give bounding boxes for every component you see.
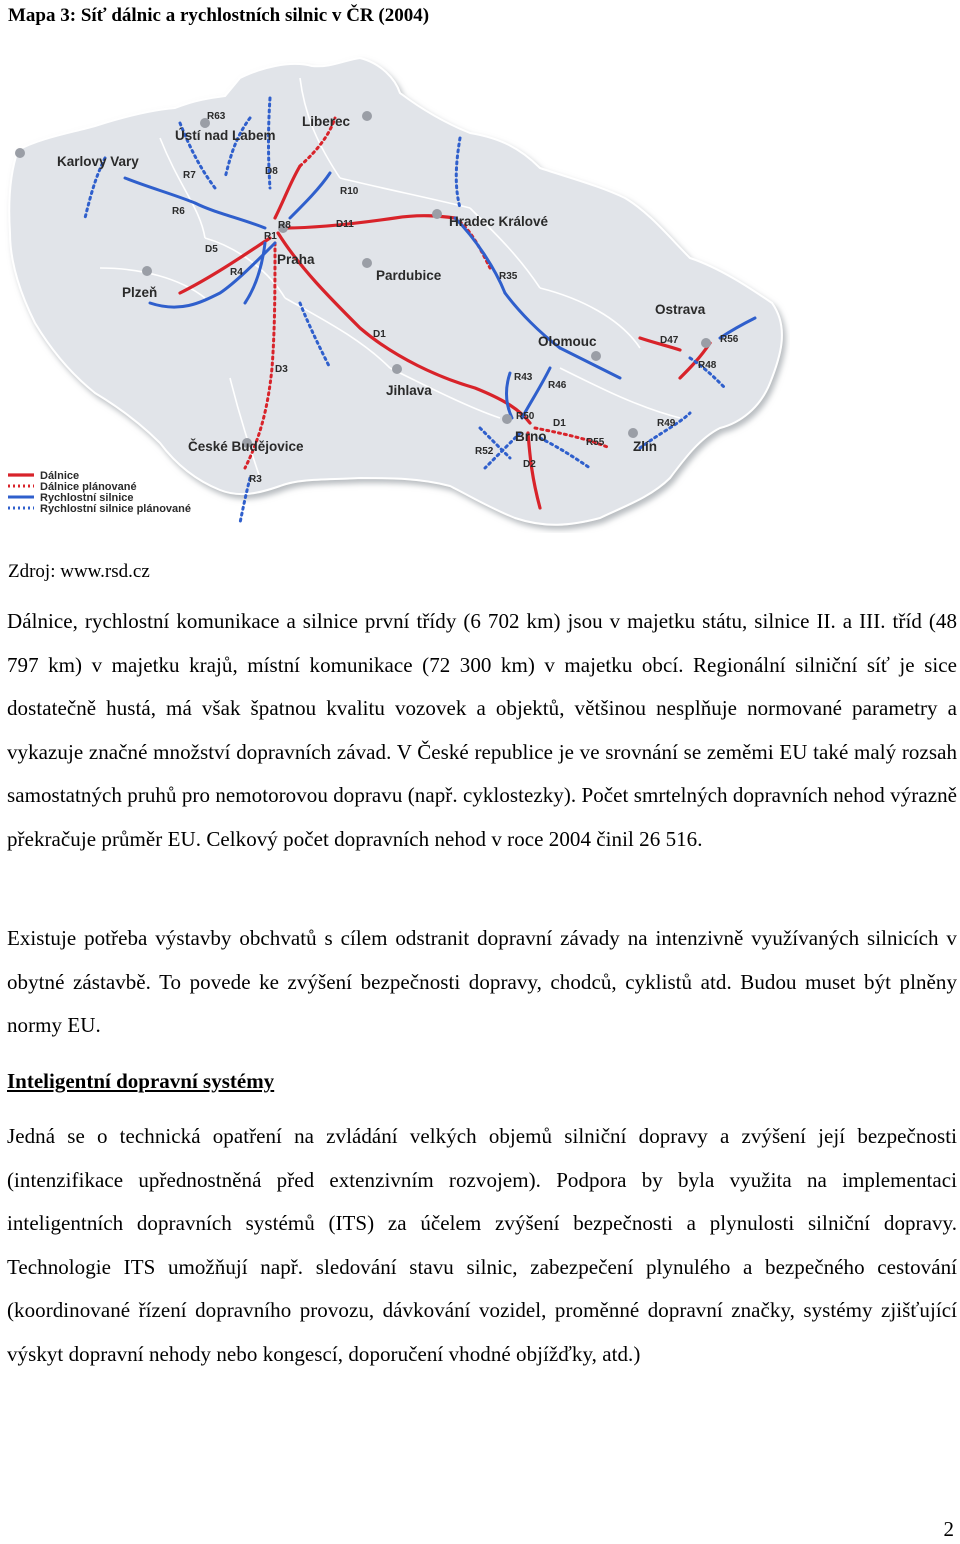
road-label: D47 [660,335,679,346]
road-label: R50 [516,411,535,422]
city-label: Ústí nad Labem [175,128,276,143]
road-label: R10 [340,186,359,197]
city-label: Karlovy Vary [57,154,139,169]
road-label: D1 [373,329,386,340]
map-legend [8,470,191,515]
road-label: R56 [720,334,739,345]
road-label: D2 [523,459,536,470]
paragraph-road-ownership: Dálnice, rychlostní komunikace a silnice první třídy (6 702 km) jsou v majetku státu, silnice II. a III. tříd (48 797 km) v majetku krajů, místní komunikace (72 300 km) v majetku obcí. Regionální silniční síť je sice dostatečně hustá, má však špatnou kvalitu vozovek a objektů, většinou nesplňuje normované parametry a vykazuje značné množství dopravních závad. V České republice je ve srovnání se zeměmi EU také malý rozsah samostatných pruhů pro nemotorovou dopravu (např. cyklostezky). Počet smrtelných dopravních nehod výrazně překračuje průměr EU. Celkový počet dopravních nehod v roce 2004 činil 26 516. [7,609,957,851]
city-label: Ostrava [655,302,706,317]
map-title: Mapa 3: Síť dálnic a rychlostních silnic v ČR (2004) [8,5,430,26]
road-label: R48 [698,360,717,371]
road-label: R1 [264,231,277,242]
paragraph-bypasses: Existuje potřeba výstavby obchvatů s cílem odstranit dopravní závady na intenzivně využívaných silnicích v obytné zástavbě. To povede ke zvýšení bezpečnosti dopravy, chodců, cyklistů atd. Budou muset být plněny normy EU. [7,926,957,1037]
road-label: R3 [249,474,262,485]
paragraph-its: Jedná se o technická opatření na zvládání velkých objemů silniční dopravy a zvýšení její bezpečnosti (intenzifikace upřednostněná před extenzivním rozvojem). Podpora by byla využita na implementaci inteligentních dopravních systémů (ITS) za účelem zvýšení bezpečnosti a plynulosti silniční dopravy. Technologie ITS umožňují např. sledování stavu silnic, zabezpečení plynulého a bezpečného cestování (koordinované řízení dopravního provozu, dávkování vozidel, proměnné dopravní značky, systémy zjišťující výskyt dopravní nehody nebo kongescí, doporučení vhodné objížďky, atd.) [7,1124,957,1366]
road-network-map [0,38,790,533]
road-label: R63 [207,111,226,122]
city-label: Praha [277,252,315,267]
road-label: R55 [586,437,605,448]
road-label: D1 [553,418,566,429]
road-label: D11 [336,219,354,230]
legend-label: Rychlostní silnice [40,492,134,504]
road-label: D3 [275,364,288,375]
source-line: Zdroj: www.rsd.cz [8,561,150,582]
road-label: R49 [657,418,676,429]
city-label: Jihlava [386,383,432,398]
road-label: D5 [205,244,218,255]
road-label: R6 [172,206,185,217]
section-heading: Inteligentní dopravní systémy [7,1069,275,1093]
legend-label: Rychlostní silnice plánované [40,503,191,515]
legend-label: Dálnice plánované [40,481,137,493]
road-label: R52 [475,446,494,457]
road-label: R4 [230,267,243,278]
road-label: R43 [514,372,533,383]
road-label: R35 [499,271,518,282]
legend-label: Dálnice [40,470,80,482]
road-label: R7 [183,170,196,181]
road-label: D8 [265,166,278,177]
city-label: Pardubice [376,268,442,283]
city-label: České Budějovice [188,439,304,454]
city-label: Zlín [633,439,657,454]
city-label: Liberec [302,114,351,129]
city-label: Plzeň [122,285,158,300]
page-number: 2 [943,1517,954,1541]
road-label: R46 [548,380,567,391]
city-label: Olomouc [538,334,597,349]
city-label: Hradec Králové [449,214,549,229]
road-label: R8 [278,220,291,231]
city-label: Brno [515,429,547,444]
